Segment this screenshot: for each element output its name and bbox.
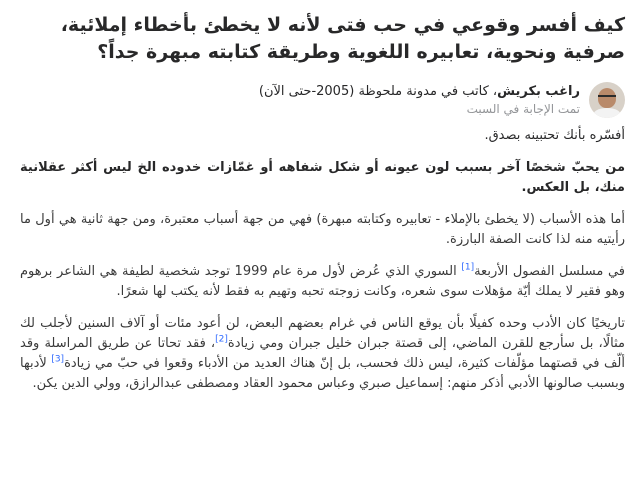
- answer-paragraph-4: [20, 262, 625, 302]
- footnote-ref-2[interactable]: [2]: [215, 334, 228, 345]
- paragraph-4-part-1: في مسلسل الفصول الأربعة: [474, 264, 626, 279]
- avatar-shirt: [593, 108, 621, 118]
- answer-paragraph-2: من يحبّ شخصًا آخر بسبب لون عيونه أو شكل شفاهه أو غمّازات خدوده الخ ليس أكثر عقلانية منك، بل العكس.: [20, 160, 625, 195]
- author-avatar[interactable]: [589, 82, 625, 118]
- answer-paragraph-5: [20, 314, 625, 394]
- author-credential: ، كاتب في مدونة ملحوظة (2005-حتى الآن): [258, 83, 498, 99]
- author-row: [20, 82, 625, 118]
- answered-time[interactable]: تمت الإجابة في السبت: [466, 101, 580, 116]
- author-line: [259, 83, 580, 101]
- answer-paragraph-1: أفسّره بأنك تحتبينه بصدق.: [484, 128, 625, 143]
- paragraph-5-part-3: لأدبها وبسبب صالونها الأدبي أذكر منهم: إسماعيل صبري وعباس محمود العقاد ومصطفى عبدالرازق، وولي الدين يكن.: [20, 356, 625, 391]
- question-title[interactable]: كيف أفسر وقوعي في حب فتى لأنه لا يخطئ بأخطاء إملائية، صرفية ونحوية، تعابيره اللغوية وطريقة كتابته مبهرة جداً؟: [60, 14, 625, 63]
- answer-body: [20, 126, 625, 394]
- author-name[interactable]: راغب بكريش: [497, 83, 580, 99]
- paragraph-5-part-1: تاريخيًا كان الأدب وحده كفيلًا بأن يوقع الناس في غرام بعضهم البعض، لن أعود مئات أو آلاف السنين لأجلب لك مثالًا، بل سأرجع للقرن الماضي، إلى قصتة جبران خليل جبران ومي زيادة: [20, 316, 625, 351]
- answer-paragraph-3: أما هذه الأسباب (لا يخطئ بالإملاء - تعابيره وكتابته مبهرة) فهي من جهة أسباب معتبرة، ومن جهة ثانية هي أول ما رأيتيه منه لذا كانت الصفة البارزة.: [20, 212, 625, 247]
- author-info: [259, 83, 580, 118]
- avatar-glasses: [598, 95, 616, 101]
- footnote-ref-1[interactable]: [1]: [461, 262, 475, 273]
- paragraph-4-part-2: السوري الذي عُرض لأول مرة عام 1999 توجد شخصية لطيفة هي الشاعر برهوم وهو فقير لا يملك أيّة مؤهلات سوى شعره، وكانت زوجته تحبه وتهيم به فقط لأنه يكتب لها شعرًا.: [20, 264, 625, 299]
- paragraph-5-part-2: ، فقد تحاتا عن طريق المراسلة وقد ألّف في قصتهما مؤلّفات كثيرة، ليس ذلك فحسب، بل إنّ هناك العديد من الأدباء وقعوا في حبّ مي زيادة: [20, 336, 625, 371]
- footnote-ref-3[interactable]: [3]: [51, 354, 65, 365]
